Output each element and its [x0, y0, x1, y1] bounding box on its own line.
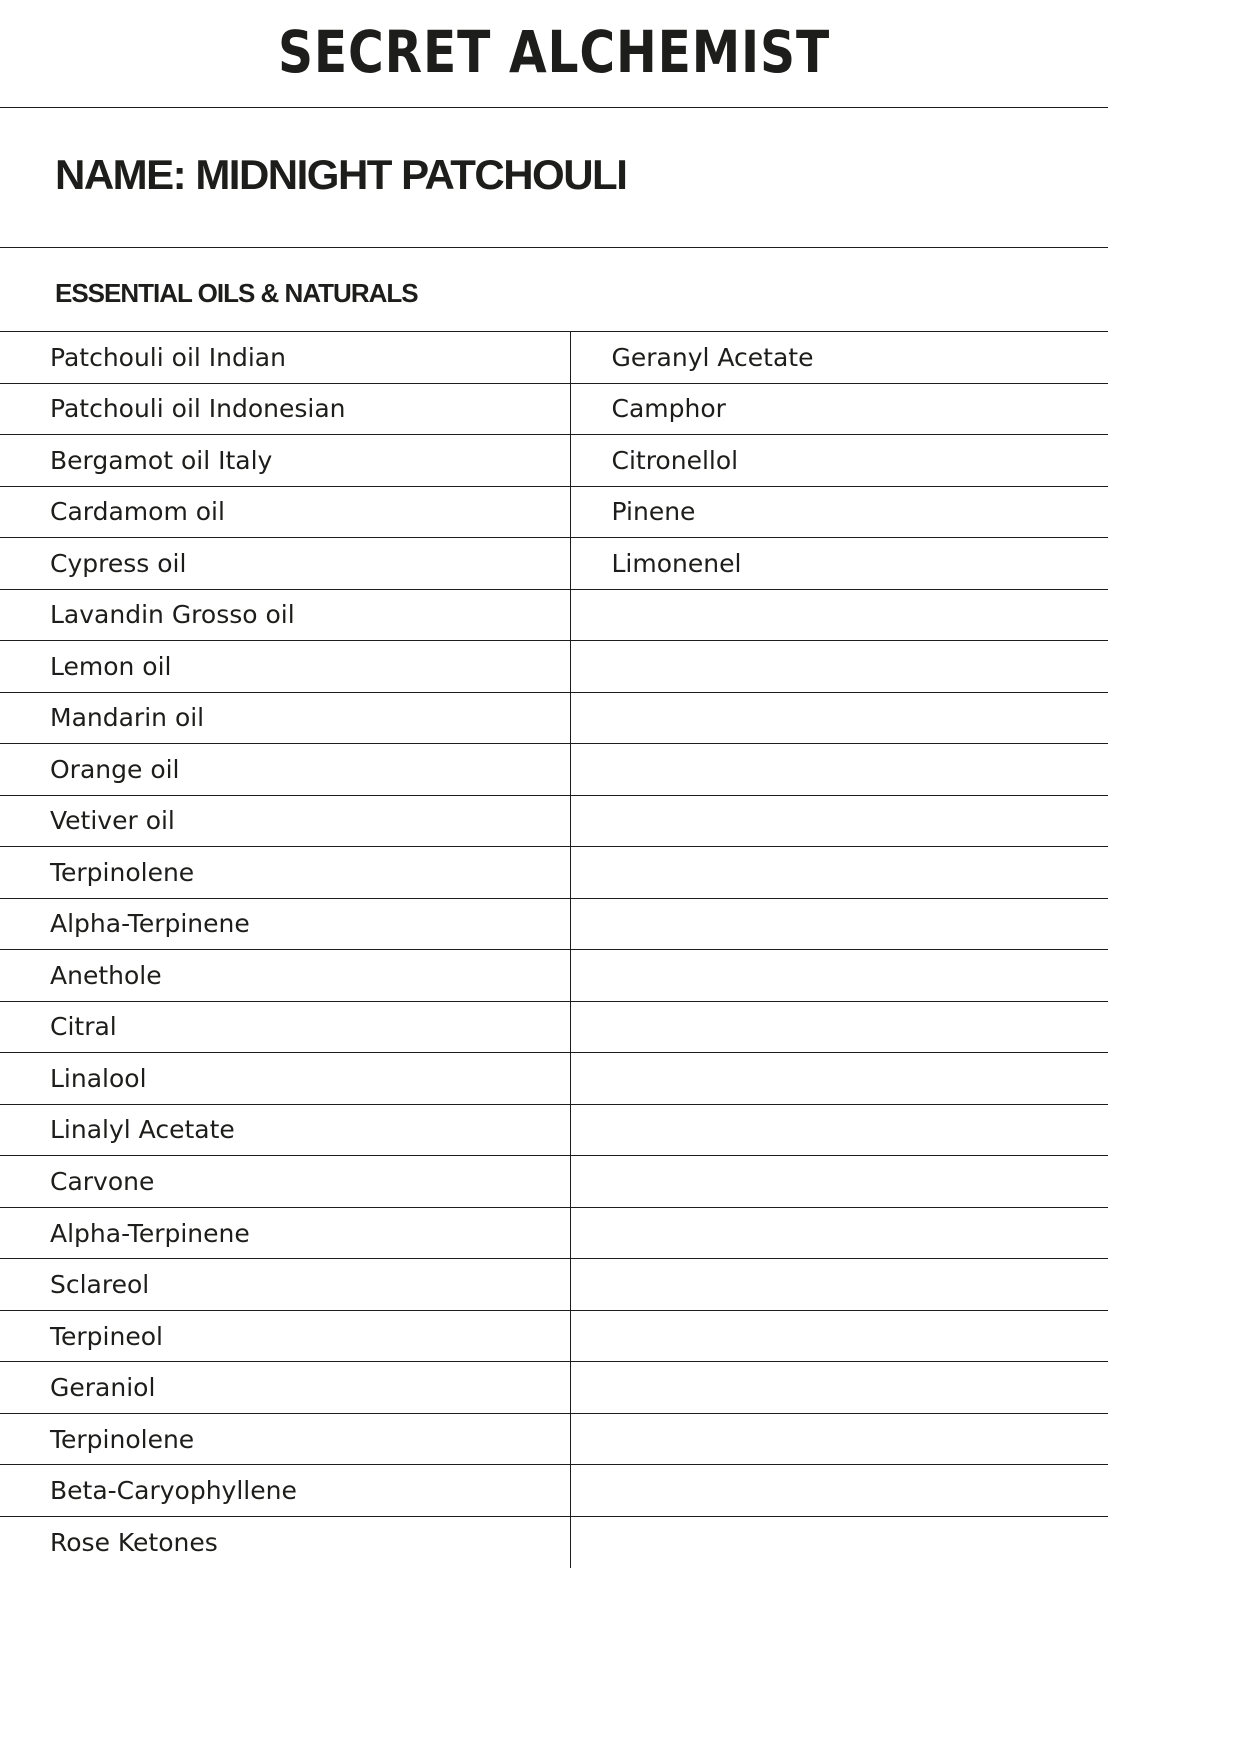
table-row	[0, 538, 1108, 590]
ingredient-cell-left: Alpha-Terpinene	[0, 898, 570, 950]
ingredient-cell-right	[570, 1156, 1108, 1208]
ingredient-cell-right	[570, 1465, 1108, 1517]
ingredient-cell-right	[570, 1310, 1108, 1362]
table-row	[0, 1413, 1108, 1465]
ingredient-cell-left: Terpineol	[0, 1310, 570, 1362]
ingredient-cell-right: Geranyl Acetate	[570, 332, 1108, 384]
ingredient-cell-right	[570, 641, 1108, 693]
table-row	[0, 898, 1108, 950]
section-label: ESSENTIAL OILS & NATURALS	[55, 278, 418, 308]
ingredient-cell-left: Citral	[0, 1001, 570, 1053]
ingredient-cell-left: Orange oil	[0, 744, 570, 796]
table-row	[0, 435, 1108, 487]
ingredient-cell-right	[570, 847, 1108, 899]
table-row	[0, 1465, 1108, 1517]
ingredient-cell-right	[570, 1104, 1108, 1156]
ingredient-cell-left: Cypress oil	[0, 538, 570, 590]
ingredient-cell-left: Linalyl Acetate	[0, 1104, 570, 1156]
header-divider	[0, 107, 1108, 108]
ingredient-cell-right	[570, 1413, 1108, 1465]
product-name-heading: NAME: MIDNIGHT PATCHOULI	[55, 151, 627, 198]
table-row	[0, 332, 1108, 384]
table-row	[0, 1310, 1108, 1362]
table-row	[0, 1104, 1108, 1156]
ingredient-cell-right	[570, 1516, 1108, 1568]
ingredient-cell-right	[570, 795, 1108, 847]
ingredient-cell-left: Sclareol	[0, 1259, 570, 1311]
table-row	[0, 486, 1108, 538]
name-divider	[0, 247, 1108, 248]
ingredient-cell-left: Carvone	[0, 1156, 570, 1208]
ingredient-cell-left: Linalool	[0, 1053, 570, 1105]
ingredient-cell-right	[570, 950, 1108, 1002]
ingredient-cell-left: Alpha-Terpinene	[0, 1207, 570, 1259]
table-row	[0, 641, 1108, 693]
table-row	[0, 795, 1108, 847]
ingredient-cell-left: Rose Ketones	[0, 1516, 570, 1568]
table-row	[0, 1053, 1108, 1105]
ingredient-cell-left: Terpinolene	[0, 1413, 570, 1465]
table-row	[0, 847, 1108, 899]
ingredient-cell-right	[570, 589, 1108, 641]
ingredient-cell-right	[570, 1362, 1108, 1414]
ingredient-cell-right	[570, 1259, 1108, 1311]
ingredient-cell-right: Pinene	[570, 486, 1108, 538]
table-row	[0, 1001, 1108, 1053]
ingredient-table	[0, 331, 1108, 1568]
table-row	[0, 950, 1108, 1002]
ingredient-cell-left: Anethole	[0, 950, 570, 1002]
ingredient-cell-left: Lemon oil	[0, 641, 570, 693]
ingredient-cell-left: Lavandin Grosso oil	[0, 589, 570, 641]
ingredient-cell-right	[570, 692, 1108, 744]
ingredient-cell-right	[570, 1207, 1108, 1259]
table-row	[0, 589, 1108, 641]
table-row	[0, 383, 1108, 435]
table-row	[0, 744, 1108, 796]
table-row	[0, 692, 1108, 744]
ingredient-cell-left: Patchouli oil Indian	[0, 332, 570, 384]
ingredient-cell-left: Bergamot oil Italy	[0, 435, 570, 487]
table-row	[0, 1362, 1108, 1414]
table-row	[0, 1259, 1108, 1311]
ingredient-cell-left: Cardamom oil	[0, 486, 570, 538]
ingredient-cell-right: Camphor	[570, 383, 1108, 435]
ingredient-cell-right	[570, 744, 1108, 796]
ingredient-cell-right	[570, 1053, 1108, 1105]
ingredient-cell-left: Beta-Caryophyllene	[0, 1465, 570, 1517]
brand-title: SECRET ALCHEMIST	[277, 18, 831, 86]
ingredient-cell-right	[570, 898, 1108, 950]
ingredient-cell-right	[570, 1001, 1108, 1053]
ingredient-cell-right: Limonenel	[570, 538, 1108, 590]
ingredient-cell-left: Mandarin oil	[0, 692, 570, 744]
ingredient-cell-right: Citronellol	[570, 435, 1108, 487]
table-row	[0, 1207, 1108, 1259]
ingredient-cell-left: Patchouli oil Indonesian	[0, 383, 570, 435]
table-row	[0, 1156, 1108, 1208]
table-row	[0, 1516, 1108, 1568]
ingredient-cell-left: Terpinolene	[0, 847, 570, 899]
ingredient-rows	[0, 332, 1108, 1569]
ingredient-cell-left: Geraniol	[0, 1362, 570, 1414]
ingredient-cell-left: Vetiver oil	[0, 795, 570, 847]
